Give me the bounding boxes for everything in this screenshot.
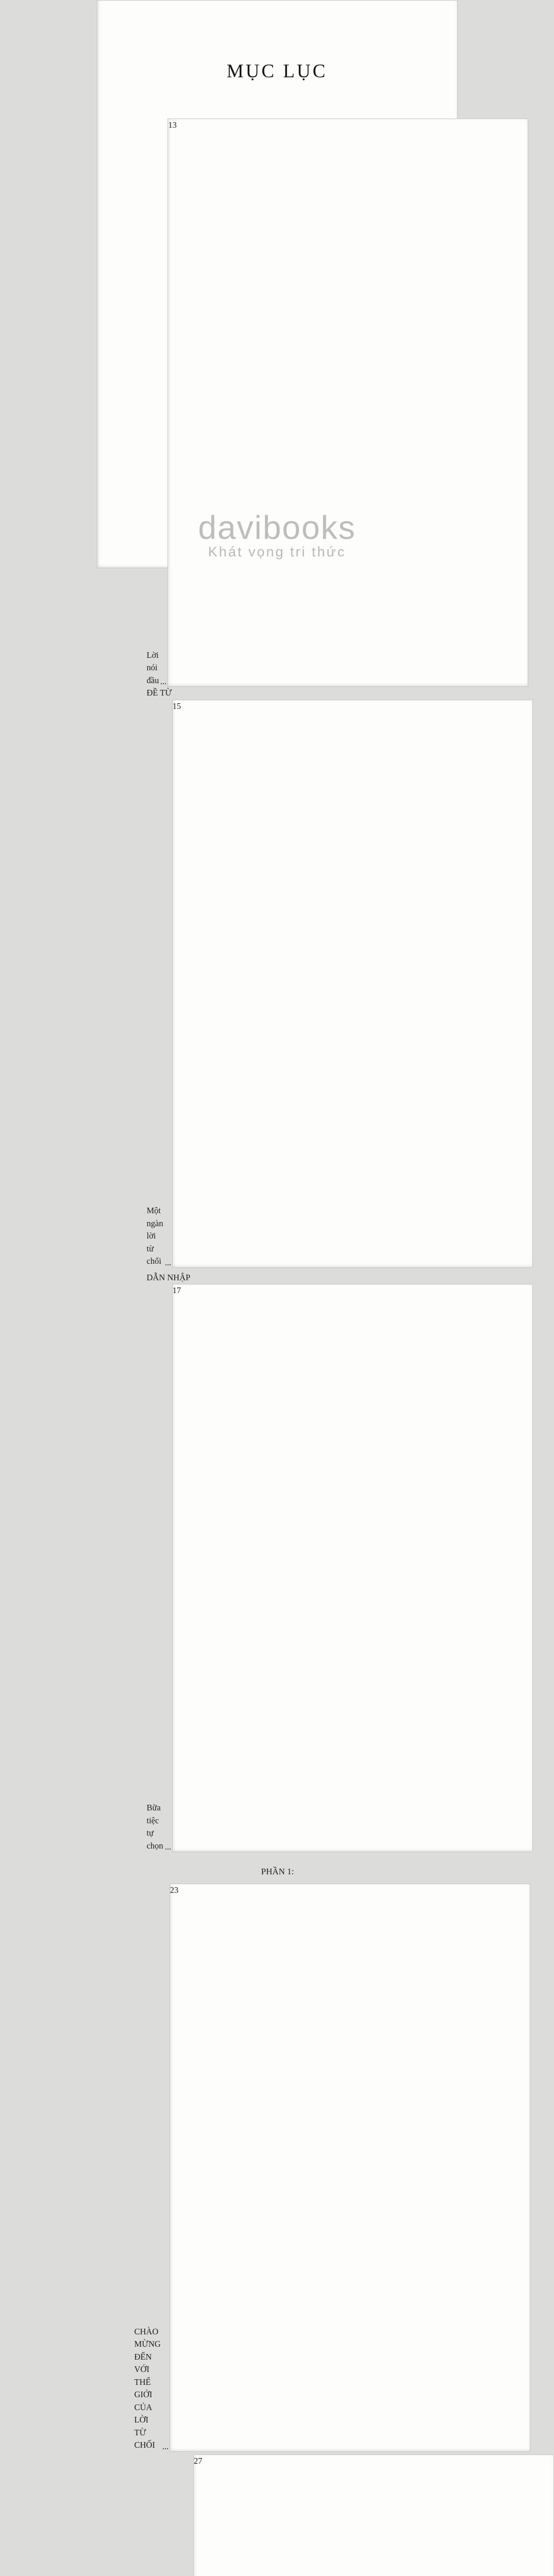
toc-entry-label: Lời nói đầu (147, 649, 159, 687)
toc-entry-label: CHÀO MỪNG ĐẾN VỚI THẾ GIỚI CỦA LỜI TỪ CHỐI (135, 2326, 161, 2452)
dotted-leader (165, 1849, 171, 1850)
page-number: 17 (172, 1284, 533, 1852)
toc-row (135, 1284, 421, 1852)
toc-row (135, 2454, 421, 2576)
toc-row (135, 118, 421, 687)
toc-list (97, 118, 457, 2576)
page-number: 13 (167, 118, 528, 687)
part-heading (135, 1866, 421, 1878)
dotted-leader (163, 2448, 168, 2449)
watermark-slogan-text: Khát vọng tri thức (97, 543, 457, 561)
book-toc-page (97, 0, 458, 568)
toc-entry-label: DẪN NHẬP (147, 1272, 191, 1284)
toc-row (135, 1884, 421, 2452)
toc-entry-label: Bữa tiệc tự chọn (147, 1802, 163, 1852)
toc-row (135, 1272, 421, 1284)
dotted-leader (161, 683, 166, 684)
page-number: 23 (170, 1884, 530, 2452)
dotted-leader (165, 1264, 171, 1265)
toc-entry-label: PHẦN 1: (261, 1866, 294, 1878)
toc-entry-label: ĐỀ TỪ (147, 687, 172, 700)
toc-entry-label: Một ngàn lời từ chối (147, 1205, 163, 1268)
page-number: 15 (172, 700, 533, 1268)
page-title: MỤC LỤC (97, 60, 457, 82)
toc-row (135, 687, 421, 700)
toc-row (135, 700, 421, 1268)
watermark-brand-text: davibooks (97, 512, 457, 543)
page-number: 27 (193, 2454, 554, 2576)
